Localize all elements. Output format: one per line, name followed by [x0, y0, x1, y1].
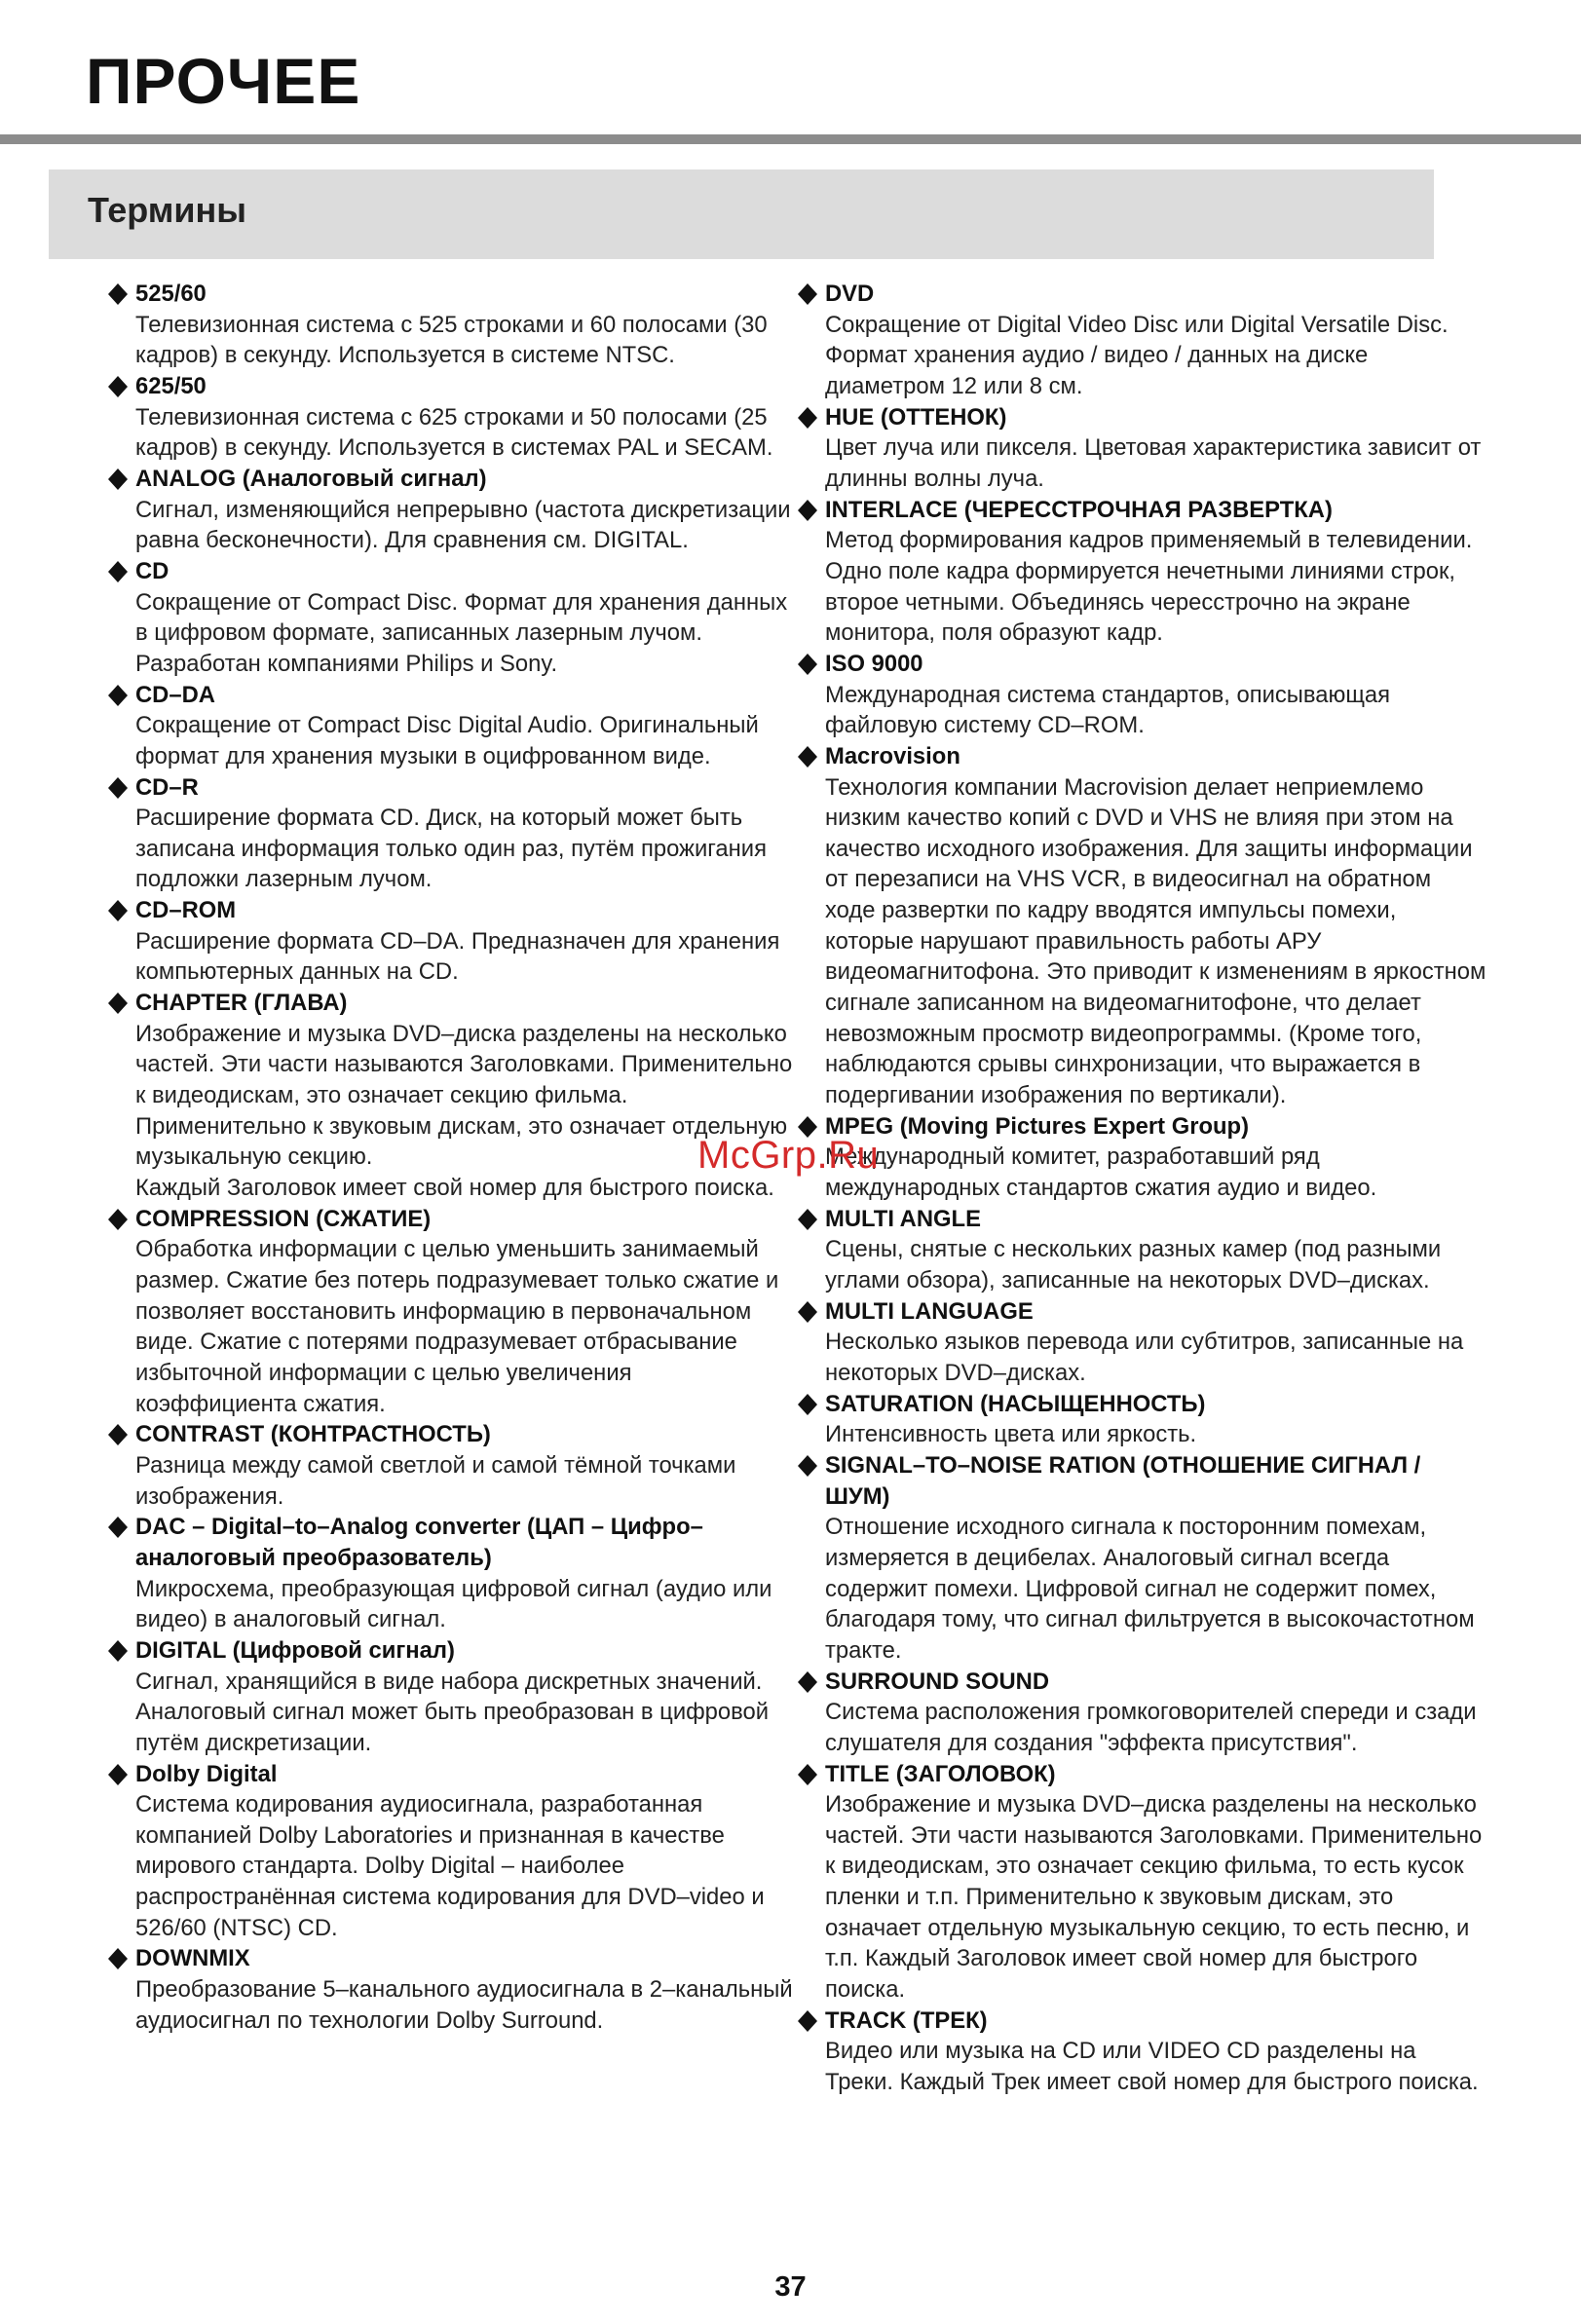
glossary-definition: Сокращение от Digital Video Disc или Digital Versatile Disc. Формат хранения аудио / видео / данных на диске диаметром 12 или 8 см. — [825, 311, 1449, 399]
glossary-entry — [795, 1204, 1487, 1296]
glossary-term-label: CD–R — [135, 773, 199, 801]
glossary-definition: Сигнал, хранящийся в виде набора дискретных значений. Аналоговый сигнал может быть преобразован в цифровой путём дискретизации. — [135, 1668, 770, 1756]
glossary-term-label: MULTI ANGLE — [825, 1205, 981, 1232]
glossary-term-label: TRACK (ТРЕК) — [825, 2006, 988, 2034]
glossary-entry — [795, 1111, 1487, 1204]
glossary-entry — [105, 772, 797, 896]
glossary-entry — [795, 649, 1487, 741]
glossary-term-label: SURROUND SOUND — [825, 1668, 1050, 1695]
glossary-term — [825, 1450, 1487, 1512]
glossary-term-label: INTERLACE (ЧЕРЕССТРОЧНАЯ РАЗВЕРТКА) — [825, 496, 1333, 523]
glossary-definition-paragraph: Каждый Заголовок имеет свой номер для быстрого поиска. — [135, 1175, 774, 1202]
glossary-entry — [795, 741, 1487, 1111]
glossary-right-column — [795, 279, 1487, 2098]
glossary-definition: Микросхема, преобразующая цифровой сигнал (аудио или видео) в аналоговый сигнал. — [135, 1575, 772, 1633]
glossary-entry — [105, 988, 797, 1204]
glossary-term-label: HUE (ОТТЕНОК) — [825, 403, 1007, 431]
glossary-term — [135, 1204, 797, 1235]
glossary-term — [825, 495, 1487, 526]
diamond-bullet-icon — [797, 654, 818, 675]
glossary-definition: Отношение исходного сигнала к посторонним помехам, измеряется в децибелах. Аналоговый сигнал всегда содержит помехи. Цифровой сигнал не содержит помех, благодаря тому, что сигнал фильтруется в высокочастотном тракте. — [825, 1514, 1475, 1664]
diamond-bullet-icon — [797, 1301, 818, 1323]
glossary-definition: Сокращение от Compact Disc. Формат для хранения данных в цифровом формате, записанных лазерным лучом. Разработан компаниями Philips и Sony. — [135, 588, 788, 677]
glossary-term — [135, 1943, 797, 1974]
glossary-term-label: 525/60 — [135, 281, 207, 307]
glossary-definition: Интенсивность цвета или яркость. — [825, 1421, 1197, 1448]
diamond-bullet-icon — [107, 1517, 129, 1538]
glossary-term-label: ANALOG (Аналоговый сигнал) — [135, 465, 487, 492]
glossary-term-label: DAC – Digital–to–Analog converter (ЦАП – Цифро–аналоговый преобразователь) — [135, 1514, 703, 1571]
glossary-term — [135, 279, 797, 310]
glossary-term-label: Macrovision — [825, 742, 960, 769]
glossary-term-label: CD–ROM — [135, 897, 237, 924]
glossary-term — [135, 772, 797, 804]
glossary-term-label: DOWNMIX — [135, 1945, 250, 1972]
glossary-term-label: CD — [135, 557, 169, 584]
glossary-term-label: CHAPTER (ГЛАВА) — [135, 990, 348, 1017]
glossary-term — [825, 649, 1487, 680]
glossary-definition: Телевизионная система с 625 строками и 50 полосами (25 кадров) в секунду. Используется в системах PAL и SECAM. — [135, 403, 773, 462]
glossary-term — [825, 741, 1487, 772]
diamond-bullet-icon — [107, 1640, 129, 1662]
glossary-term — [825, 1389, 1487, 1420]
glossary-entry — [105, 1943, 797, 2036]
glossary-entry — [105, 371, 797, 464]
title-divider — [0, 134, 1581, 144]
glossary-term-label: SIGNAL–TO–NOISE RATION (ОТНОШЕНИЕ СИГНАЛ / ШУМ) — [825, 1451, 1421, 1510]
glossary-entry — [795, 1296, 1487, 1389]
glossary-definition-paragraph: Изображение и музыка DVD–диска разделены на несколько частей. Эти части называются Заголовками. Применительно к видеодискам, это означает секцию фильма. — [135, 1020, 793, 1109]
diamond-bullet-icon — [797, 1394, 818, 1415]
glossary-definition: Изображение и музыка DVD–диска разделены на несколько частей. Эти части называются Заголовками. Применительно к видеодискам, это означает секцию фильма, то есть кусок пленки и т.п. Применительно к звуковым дискам, это означает отдельную музыкальную секцию, то есть песню, и т.п. Каждый Заголовок имеет свой номер для быстрого поиска. — [825, 1791, 1483, 2004]
glossary-term — [135, 1419, 797, 1450]
diamond-bullet-icon — [107, 1948, 129, 1969]
glossary-definition: Расширение формата CD. Диск, на который может быть записана информация только один раз, путём прожигания подложки лазерным лучом. — [135, 805, 767, 893]
glossary-entry — [795, 1759, 1487, 2005]
diamond-bullet-icon — [107, 561, 129, 582]
glossary-term — [135, 1759, 797, 1790]
diamond-bullet-icon — [107, 376, 129, 397]
glossary-term — [825, 1204, 1487, 1235]
glossary-term-label: COMPRESSION (СЖАТИЕ) — [135, 1205, 432, 1232]
glossary-entry — [105, 1419, 797, 1512]
glossary-term-label: Dolby Digital — [135, 1760, 278, 1787]
glossary-entry — [105, 895, 797, 988]
glossary-entry — [795, 2005, 1487, 2098]
glossary-entry — [105, 556, 797, 680]
glossary-term-label: 625/50 — [135, 372, 207, 399]
glossary-term-label: CONTRAST (КОНТРАСТНОСТЬ) — [135, 1421, 491, 1448]
glossary-definition: Сигнал, изменяющийся непрерывно (частота дискретизации равна бесконечности). Для сравнения см. DIGITAL. — [135, 496, 791, 554]
glossary-entry — [105, 680, 797, 772]
glossary-term-label: DIGITAL (Цифровой сигнал) — [135, 1636, 455, 1664]
diamond-bullet-icon — [797, 746, 818, 768]
glossary-definition: Расширение формата CD–DA. Предназначен для хранения компьютерных данных на CD. — [135, 927, 780, 986]
glossary-term — [135, 1512, 797, 1573]
glossary-term — [825, 279, 1487, 310]
diamond-bullet-icon — [107, 777, 129, 799]
diamond-bullet-icon — [797, 407, 818, 429]
glossary-term-label: DVD — [825, 281, 875, 307]
glossary-term-label: MPEG (Moving Pictures Expert Group) — [825, 1112, 1250, 1140]
diamond-bullet-icon — [797, 1455, 818, 1477]
glossary-term-label: MULTI LANGUAGE — [825, 1297, 1034, 1325]
glossary-term — [135, 1635, 797, 1667]
glossary-entry — [795, 402, 1487, 495]
diamond-bullet-icon — [797, 500, 818, 521]
glossary-entry — [795, 495, 1487, 649]
glossary-entry — [795, 1389, 1487, 1450]
glossary-definition: Преобразование 5–канального аудиосигнала в 2–канальный аудиосигнал по технологии Dolby Surround. — [135, 1976, 793, 2034]
glossary-definition: Разница между самой светлой и самой тёмной точками изображения. — [135, 1451, 736, 1510]
glossary-term — [825, 1296, 1487, 1328]
diamond-bullet-icon — [107, 685, 129, 706]
diamond-bullet-icon — [797, 1671, 818, 1693]
glossary-definition: Сцены, снятые с нескольких разных камер (под разными углами обзора), записанные на некоторых DVD–дисках. — [825, 1236, 1442, 1293]
glossary-definition: Международный комитет, разработавший ряд международных стандартов сжатия аудио и видео. — [825, 1143, 1377, 1202]
page-number: 37 — [774, 2271, 807, 2303]
diamond-bullet-icon — [797, 2010, 818, 2032]
glossary-term — [825, 402, 1487, 433]
diamond-bullet-icon — [107, 283, 129, 305]
glossary-term-label: ISO 9000 — [825, 650, 923, 677]
glossary-entry — [105, 279, 797, 371]
glossary-entry — [795, 1450, 1487, 1667]
glossary-term — [135, 988, 797, 1019]
section-title: Термины — [88, 190, 246, 230]
page-title: ПРОЧЕЕ — [86, 45, 361, 117]
glossary-definition: Технология компании Macrovision делает неприемлемо низким качество копий с DVD и VHS не влияя при этом на качество исходного изображения. Для защиты информации от перезаписи на VHS VCR, в видеосигнал на обратном ходе развертки по кадру вводятся импульсы помехи, которые нарушают правильность работы АРУ видеомагнитофона. Это приводит к изменениям в яркостном сигнале записанном на видеомагнитофоне, что делает невозможным просмотр видеопрограммы. (Кроме того, наблюдаются срывы синхронизации, что выражается в подергивании изображения по вертикали). — [825, 773, 1487, 1109]
glossary-definition: Система расположения громкоговорителей спереди и сзади слушателя для создания "эффекта присутствия". — [825, 1699, 1477, 1756]
glossary-entry — [795, 1667, 1487, 1759]
glossary-definition: Обработка информации с целью уменьшить занимаемый размер. Сжатие без потерь подразумевает только сжатие и позволяет восстановить информацию в первоначальном виде. Сжатие с потерями подразумевает отбрасывание избыточной информации с целью увеличения коэффициента сжатия. — [135, 1236, 779, 1417]
glossary-entry — [105, 1204, 797, 1420]
diamond-bullet-icon — [797, 1209, 818, 1230]
glossary-definition: Система кодирования аудиосигнала, разработанная компанией Dolby Laboratories и признанная в качестве мирового стандарта. Dolby Digital – наиболее распространённая система кодирования для DVD–video и 526/60 (NTSC) CD. — [135, 1791, 765, 1941]
glossary-entry — [105, 1635, 797, 1759]
glossary-definition: Цвет луча или пикселя. Цветовая характеристика зависит от длинны волны луча. — [825, 434, 1482, 492]
glossary-entry — [105, 464, 797, 556]
glossary-definition-paragraph: Применительно к звуковым дискам, это означает отдельную музыкальную секцию. — [135, 1112, 788, 1171]
glossary-term — [135, 556, 797, 587]
watermark: McGrp.Ru — [697, 1134, 880, 1177]
glossary-left-column — [105, 279, 797, 2036]
diamond-bullet-icon — [797, 283, 818, 305]
glossary-term-label: CD–DA — [135, 681, 215, 708]
diamond-bullet-icon — [107, 900, 129, 921]
glossary-term — [825, 1759, 1487, 1790]
glossary-definition: Несколько языков перевода или субтитров, записанные на некоторых DVD–дисках. — [825, 1329, 1464, 1386]
diamond-bullet-icon — [107, 1424, 129, 1445]
glossary-term — [135, 464, 797, 495]
glossary-definition: Видео или музыка на CD или VIDEO CD разделены на Треки. Каждый Трек имеет свой номер для быстрого поиска. — [825, 2038, 1479, 2096]
glossary-term — [135, 895, 797, 926]
glossary-term-label: TITLE (ЗАГОЛОВОК) — [825, 1760, 1056, 1787]
glossary-term — [135, 371, 797, 402]
glossary-definition: Международная система стандартов, описывающая файловую систему CD–ROM. — [825, 681, 1391, 739]
glossary-entry — [105, 1512, 797, 1635]
glossary-definition: Сокращение от Compact Disc Digital Audio. Оригинальный формат для хранения музыки в оцифрованном виде. — [135, 712, 759, 769]
glossary-entry — [795, 279, 1487, 402]
glossary-term-label: SATURATION (НАСЫЩЕННОСТЬ) — [825, 1390, 1206, 1417]
glossary-entry — [105, 1759, 797, 1944]
diamond-bullet-icon — [107, 469, 129, 490]
diamond-bullet-icon — [107, 993, 129, 1014]
diamond-bullet-icon — [797, 1764, 818, 1785]
glossary-definition: Метод формирования кадров применяемый в телевидении. Одно поле кадра формируется нечетными линиями строк, второе четными. Объединясь чересстрочно на экране монитора, поля образуют кадр. — [825, 527, 1473, 647]
glossary-term — [825, 1111, 1487, 1143]
diamond-bullet-icon — [107, 1764, 129, 1785]
glossary-term — [135, 680, 797, 711]
glossary-definition: Телевизионная система с 525 строками и 60 полосами (30 кадров) в секунду. Используется в системе NTSC. — [135, 311, 768, 369]
glossary-term — [825, 2005, 1487, 2037]
diamond-bullet-icon — [107, 1209, 129, 1230]
section-header — [49, 169, 1434, 259]
glossary-term — [825, 1667, 1487, 1698]
